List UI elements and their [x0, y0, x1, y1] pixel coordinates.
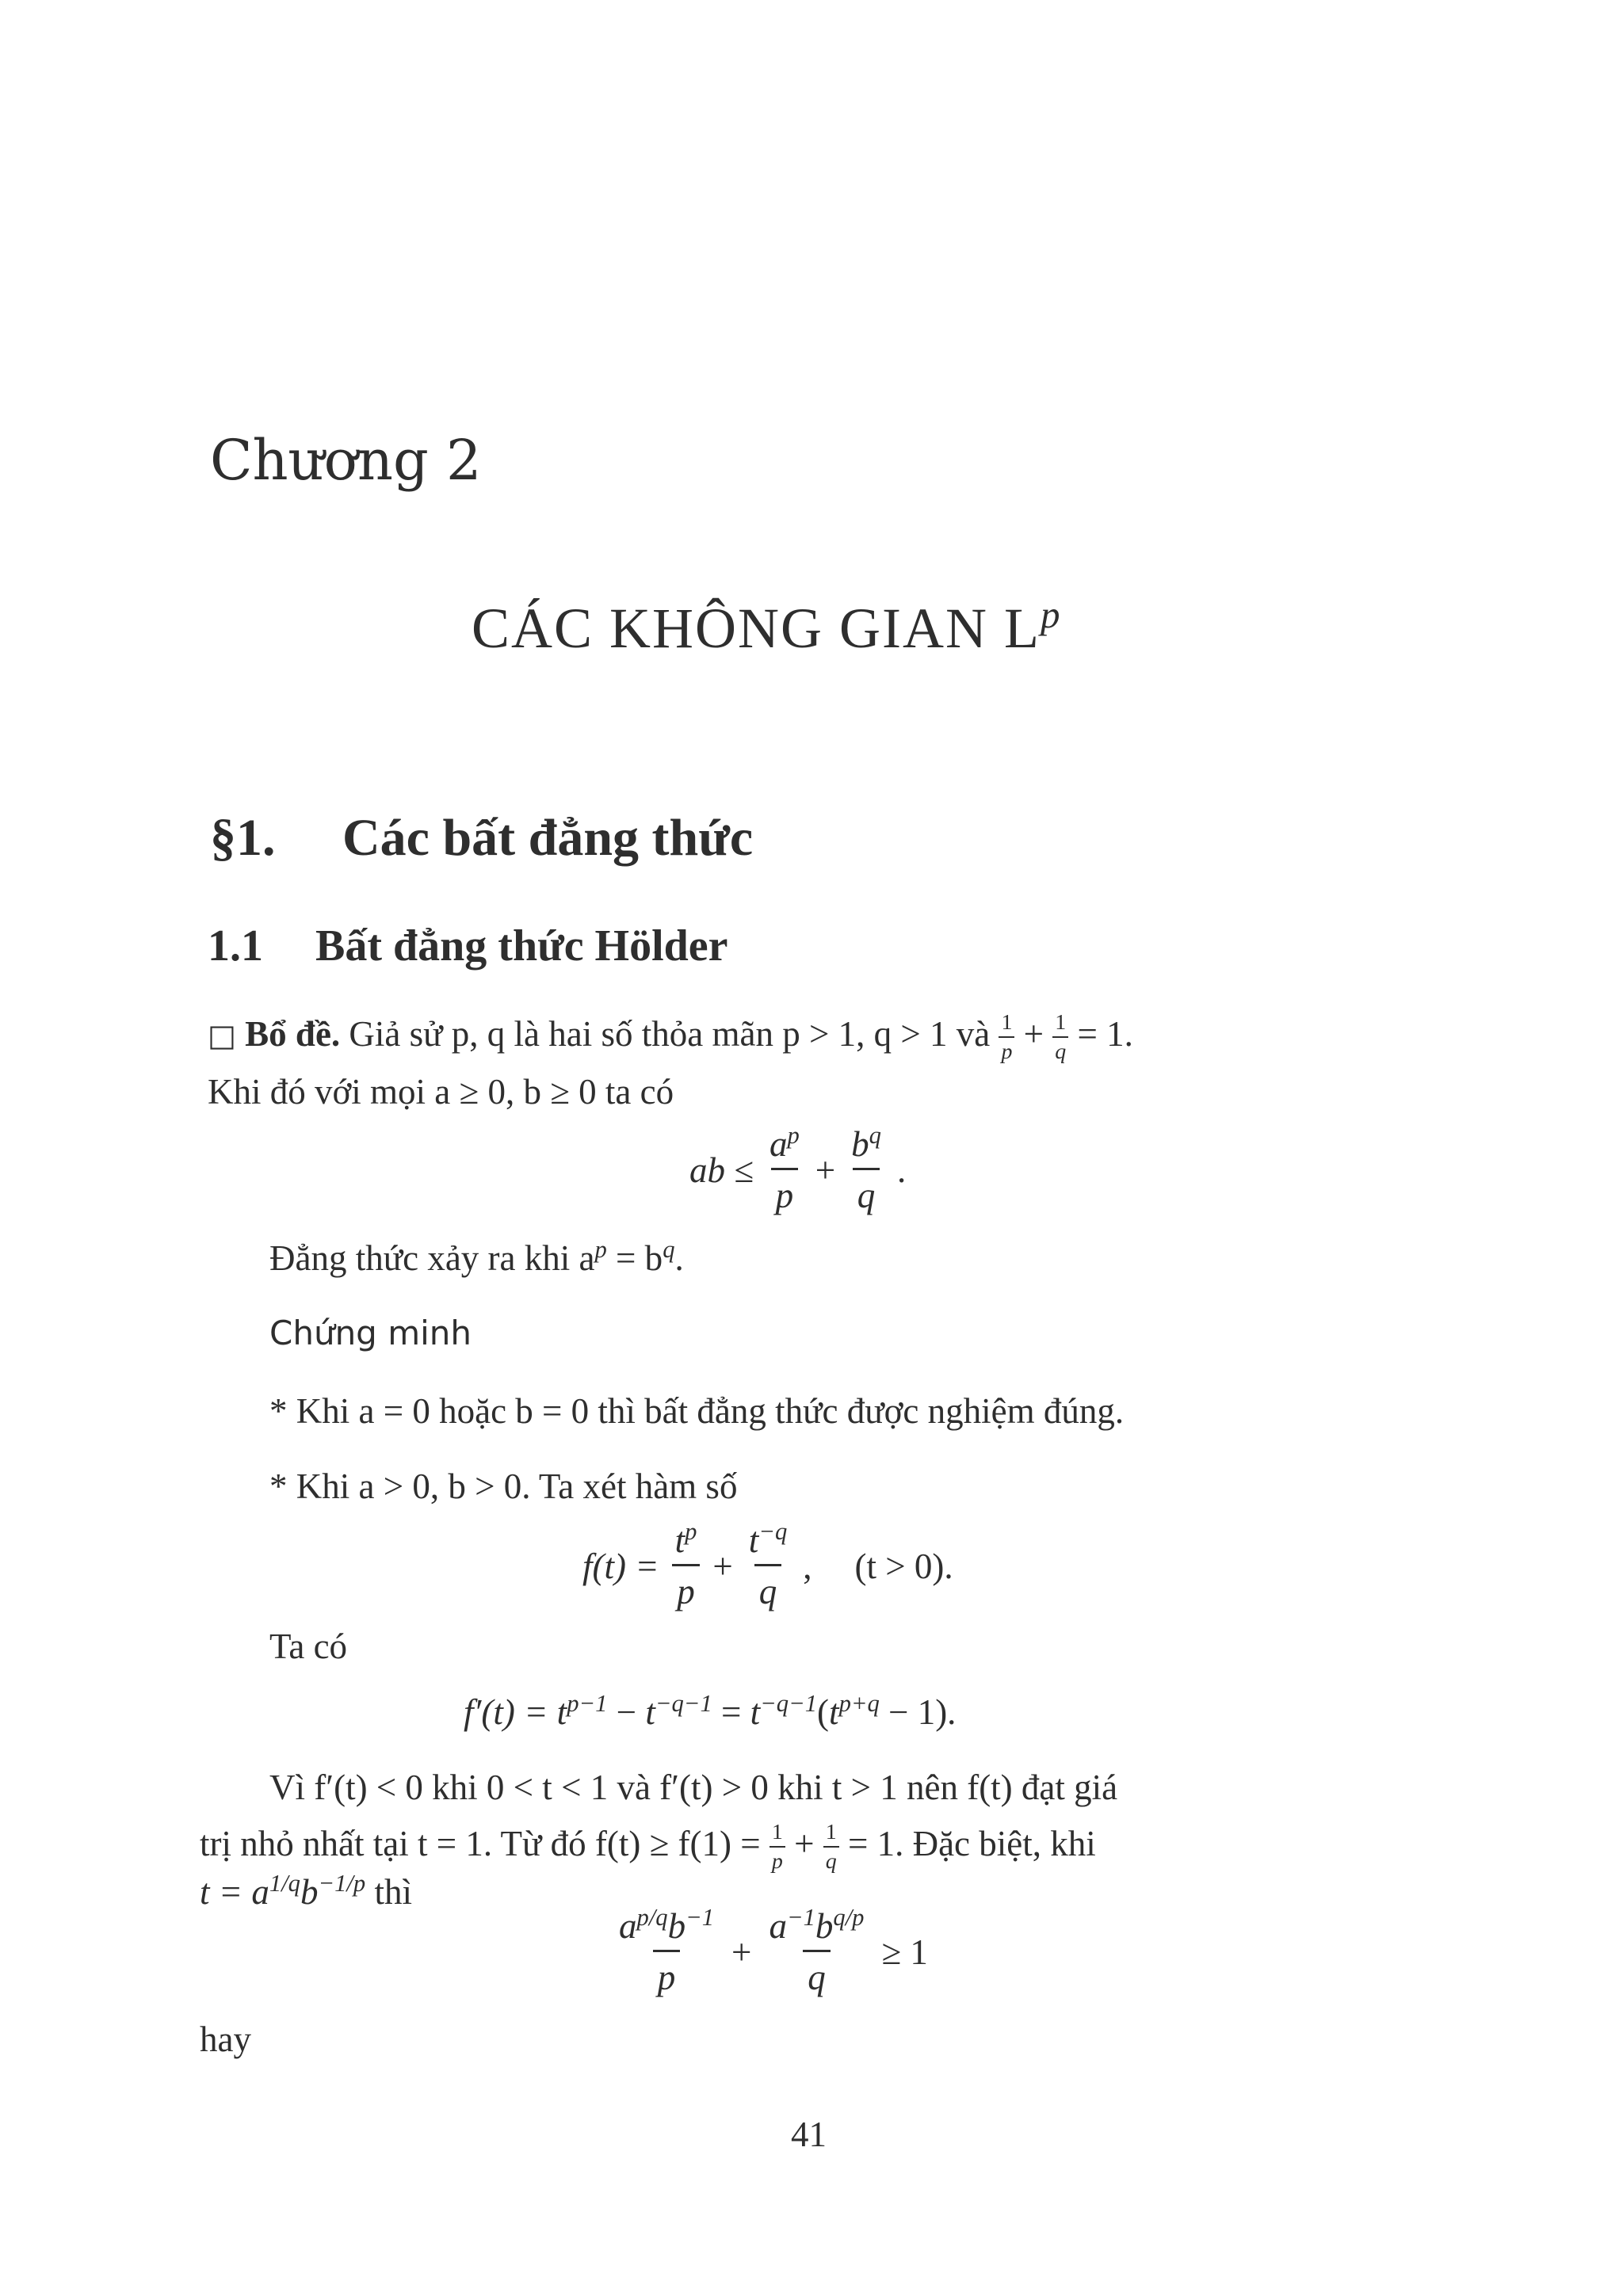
chapter-title-sup: p	[1040, 593, 1062, 636]
chapter-label: Chương 2	[210, 428, 482, 493]
derivative-lhs: f′(t) = t	[464, 1692, 567, 1732]
equality-note: Đẳng thức xảy ra khi $a^p = b^q$.	[269, 1236, 684, 1278]
equality-note-end: .	[674, 1238, 684, 1278]
paragraph-line-2: trị nhỏ nhất tại t = 1. Từ đó f(t) ≥ f(1) = $\frac{1}{p}$ + $\frac{1}{q}$ = 1. Đặc biệt, khi	[200, 1820, 1096, 1874]
derivative-equation: $f'(t) = t^{p-1} - t^{-q-1} = t^{-q-1}(t^{p+q} - 1)$.	[464, 1690, 957, 1732]
ta-co: Ta có	[269, 1627, 348, 1666]
chapter-title	[472, 593, 1062, 662]
lemma-box-icon: □	[208, 1017, 236, 1053]
subsection-title: Bất đẳng thức Hölder	[315, 921, 728, 971]
young-inequality: ab ≤ $\frac{a^p}{p}$ + $\frac{b^q}{q}$ .	[689, 1122, 907, 1215]
section-number: §1.	[210, 809, 276, 867]
frac-1-over-q: $\frac{1}{q}$	[1052, 1010, 1068, 1065]
hay-word: hay	[200, 2019, 251, 2059]
f-def-condition: (t > 0).	[854, 1546, 953, 1586]
section-title: Các bất đẳng thức	[342, 809, 754, 867]
page-number: 41	[791, 2115, 827, 2154]
lemma-line-2: Khi đó với mọi a ≥ 0, b ≥ 0 ta có	[208, 1072, 674, 1112]
paragraph-line-3a: t = a	[200, 1872, 269, 1912]
equality-note-mid: = b	[606, 1238, 663, 1278]
paragraph-line-3: $t = a^{1/q}b^{-1/p}$ thì	[200, 1870, 412, 1912]
lemma-hypothesis: Giả sử p, q là hai số thỏa mãn p > 1, q > 1 và	[349, 1013, 991, 1054]
function-definition: f(t) = $\frac{t^p}{p}$ + $\frac{t^{-q}}{q}$ , (t > 0).	[582, 1518, 953, 1611]
equality-note-text: Đẳng thức xảy ra khi a	[269, 1238, 595, 1278]
proof-heading: Chứng minh	[269, 1314, 472, 1352]
young-lhs: ab ≤	[689, 1150, 754, 1190]
f-def-lhs: f(t) =	[582, 1546, 659, 1586]
lemma-line1-end: = 1.	[1077, 1013, 1133, 1054]
subsection-heading	[208, 921, 728, 971]
lemma-line-1: □ Bổ đề. Giả sử p, q là hai số thỏa mãn p > 1, q > 1 và $\frac{1}{p}$ + $\frac{1}{q}$ = 1.	[208, 1010, 1133, 1064]
paragraph-line-1: Vì f′(t) < 0 khi 0 < t < 1 và f′(t) > 0 khi t > 1 nên f(t) đạt giá	[269, 1768, 1118, 1807]
proof-case-1: * Khi a = 0 hoặc b = 0 thì bất đẳng thức được nghiệm đúng.	[269, 1391, 1125, 1431]
frac-1-over-p: $\frac{1}{p}$	[999, 1010, 1014, 1065]
paragraph-line-3b: thì	[365, 1872, 412, 1912]
paragraph-line-2b: = 1. Đặc biệt, khi	[847, 1823, 1096, 1863]
paragraph-line-2a: trị nhỏ nhất tại t = 1. Từ đó f(t) ≥ f(1) =	[200, 1823, 761, 1863]
chapter-title-text: CÁC KHÔNG GIAN L	[472, 597, 1041, 660]
proof-case-2: * Khi a > 0, b > 0. Ta xét hàm số	[269, 1466, 738, 1506]
final-rhs: ≥ 1	[881, 1932, 928, 1972]
section-heading	[210, 808, 753, 868]
lemma-label: Bổ đề.	[245, 1013, 341, 1054]
final-inequality: $\frac{a^{p/q}b^{-1}}{p}$ + $\frac{a^{-1}b^{q/p}}{q}$ ≥ 1	[619, 1904, 928, 1997]
subsection-number: 1.1	[208, 921, 263, 971]
